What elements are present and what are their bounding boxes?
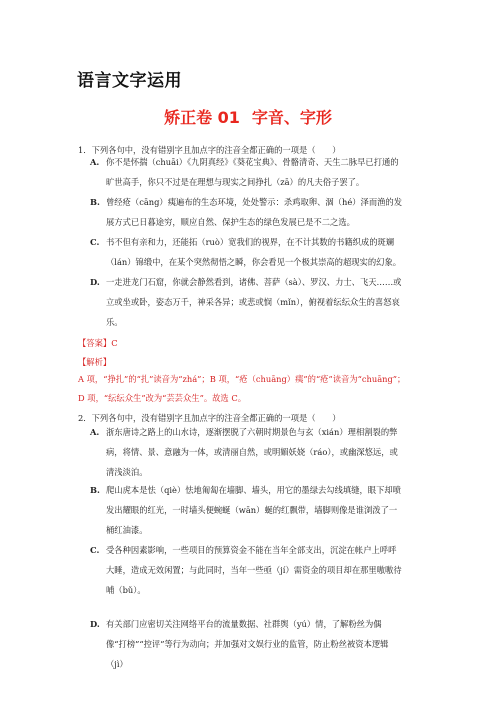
option-text: 受各种因素影响，一些项目的预算资金不能在当年全部支出，沉淀在帐户上呼呼大睡，造成无效闲置；与此同时，当年一些亟（jí）需资金的项目却在那里嗷嗷待哺（bǔ）。	[106, 545, 402, 595]
option-text: 一走进龙门石窟，你就会静然看到，诸佛、菩萨（sà）、罗汉、力士、飞天……或立或坐或卧，姿态万千，神采各异；或悲或悯（mǐn），俯视着纭纭众生的喜怒哀乐。	[106, 277, 402, 327]
subtitle-part-1: 矫正卷 01	[164, 108, 240, 127]
option-text: 曾经疮（cāng）痍遍布的生态环境，处处警示：杀鸡取卵、涸（hé）泽而渔的发展方式已日暮途穷，顺应自然、保护生态的绿色发展已是不二之选。	[106, 197, 403, 227]
option-text: 浙东唐诗之路上的山水诗，逐渐摆脱了六朝时期景色与玄（xián）理相割裂的弊病，将情、景、意融为一体，或清丽自然，或明媚妖娆（ráo），或幽深悠远，或清浅淡泊。	[106, 427, 398, 477]
option-letter: A.	[90, 157, 100, 167]
q1-option-d	[90, 272, 402, 332]
subtitle-part-2: 字音、字形	[251, 108, 332, 127]
option-letter: D.	[90, 277, 100, 287]
q1-analysis: A 项，“挣扎”的“扎”读音为“zhá”；B 项，“疮（chuāng）痍”的“疮”读音为“chuāng”；D 项，“纭纭众生”改为“芸芸众生”。故选 C。	[78, 374, 406, 403]
q1-analysis-label: 【解析】	[78, 357, 112, 367]
page-subtitle	[0, 105, 496, 128]
q1-answer: 【答案】C	[78, 338, 118, 348]
option-letter: B.	[90, 197, 100, 207]
option-letter: D.	[90, 619, 100, 629]
q1-option-b	[90, 192, 402, 232]
option-text: 爬山虎本是怯（qiè）怯地匍匐在墙脚、墙头，用它的墨绿去勾线填缝，眼下却喷发出耀眼的红光，一时墙头便蜿蜒（wān）蜒的红飘带，墙脚则像是谁浏泼了一桶红油漆。	[106, 485, 401, 535]
option-letter: A.	[90, 427, 100, 437]
q2-option-b	[90, 480, 402, 540]
q1-option-c	[90, 232, 402, 272]
option-text: 有关部门应密切关注网络平台的流量数据、社群舆（yú）情，了解粉丝为偶像“打榜”“控评”等行为动向；并加强对文娱行业的监管，防止粉丝被资本逻辑（jì）	[106, 619, 389, 669]
option-letter: C.	[90, 237, 100, 247]
q1-option-a	[90, 152, 402, 192]
option-text: 你不是怀揣（chuāi）《九阴真经》《葵花宝典》、骨骼清奇、天生二脉早已打通的旷世高手，你只不过是在理想与现实之间挣扎（zā）的凡夫俗子罢了。	[106, 157, 399, 187]
page-title: 语言文字运用	[77, 71, 182, 91]
q2-option-d	[90, 614, 402, 674]
q2-option-c	[90, 540, 402, 600]
question-1-stem: 1．下列各句中，没有错别字且加点字的注音全都正确的一项是（ ）	[78, 145, 341, 155]
q2-option-a	[90, 422, 402, 482]
question-2-stem: 2．下列各句中，没有错别字且加点字的注音全都正确的一项是（ ）	[78, 413, 341, 423]
option-text: 书不但有亲和力，还能拓（ruò）宽我们的视界，在不计其数的书籍织成的斑斓（lán）锦缎中，在某个突然彻悟之瞬，你会看见一个极其崇高的超现实的幻象。	[106, 237, 402, 267]
option-letter: C.	[90, 545, 100, 555]
option-letter: B.	[90, 485, 100, 495]
